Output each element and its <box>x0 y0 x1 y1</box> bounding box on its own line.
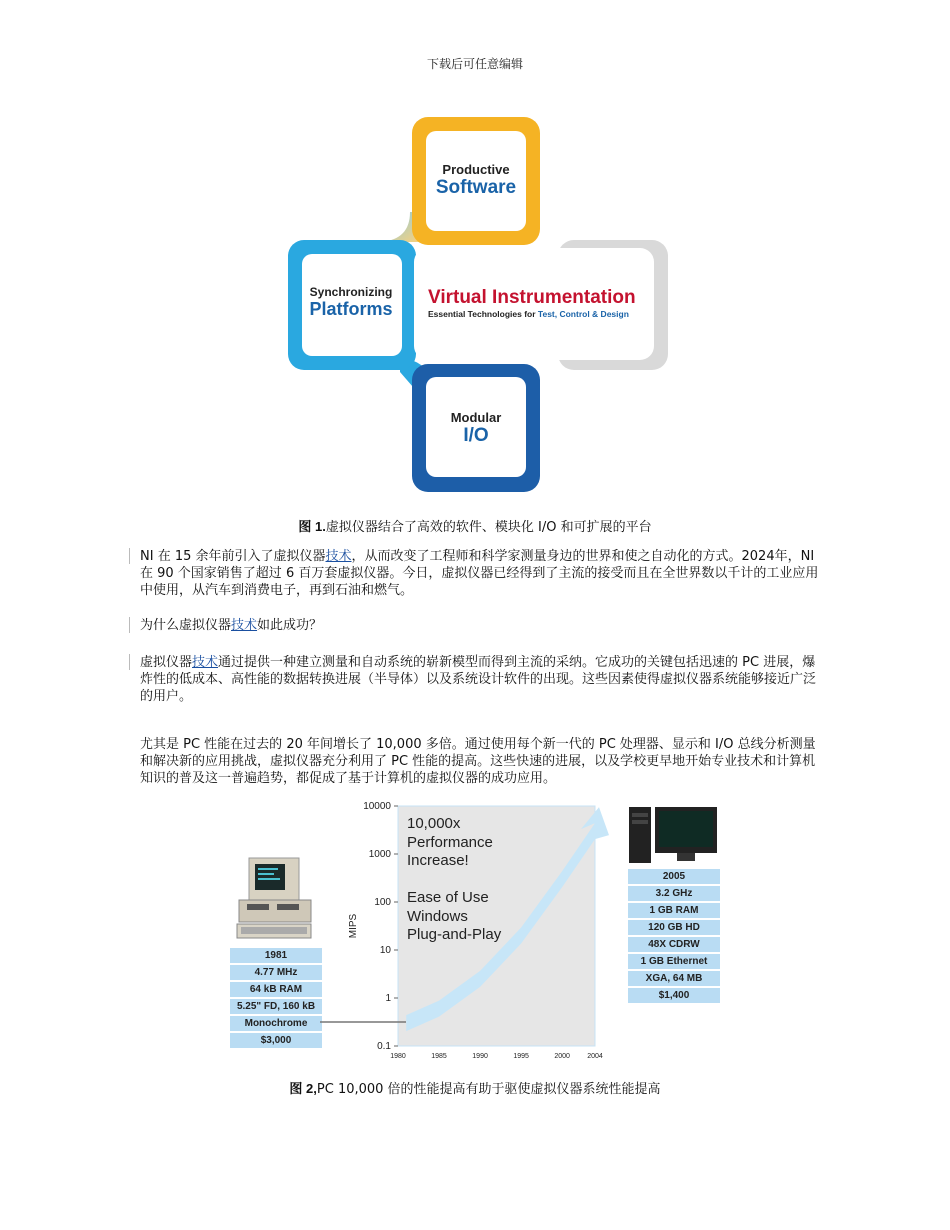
p1-text-a: NI 在 15 余年前引入了虚拟仪器 <box>140 549 326 564</box>
pc-2005-specs <box>628 869 720 1005</box>
figure1-caption-text: 虚拟仪器结合了高效的软件、模块化 I/O 和可扩展的平台 <box>325 520 652 535</box>
tile-io-line1: Modular <box>450 410 502 425</box>
p1-tech-link[interactable]: 技术 <box>325 549 352 564</box>
spec-row: 120 GB HD <box>628 920 720 935</box>
page-header: 下载后可任意编辑 <box>426 57 523 71</box>
paragraph-2 <box>140 617 820 634</box>
spec-row: 4.77 MHz <box>230 965 322 980</box>
figure1-caption-num: 图 1. <box>298 519 326 534</box>
spec-row: Monochrome <box>230 1016 322 1031</box>
annotation-line: Increase! <box>407 852 469 869</box>
figure2-caption-num: 图 2, <box>289 1081 317 1096</box>
y-tick-label: 10000 <box>363 801 391 812</box>
x-tick-label: 1980 <box>390 1053 406 1060</box>
paragraph-4: 尤其是 PC 性能在过去的 20 年间增长了 10,000 多倍。通过使用每个新一代的 PC 处理器、显示和 I/O 总线分析测量和解决新的应用挑战，虚拟仪器充分利用了 PC 性能的提高。这些快速的进展，以及学校更早地开始专业技术和计算机知识的普及这一普遍趋势，都促成了基于计算机的虚拟仪器的成功应用。 <box>140 737 816 786</box>
y-tick-label: 100 <box>374 897 391 908</box>
spec-row: $1,400 <box>628 988 720 1003</box>
spec-row: 1 GB Ethernet <box>628 954 720 969</box>
spec-row: 48X CDRW <box>628 937 720 952</box>
annotation-line: Windows <box>407 907 468 925</box>
p2-text-b: 如此成功？ <box>257 618 323 633</box>
p1-text-b: ，从而改变了工程师和科学家测量身边的世界和使之自动化的方式。2024年，NI 在 90 个国家销售了超过 6 百万套虚拟仪器。今日，虚拟仪器已经得到了主流的接受而且在全世界数以千计的工业应用中使用，从汽车到消费电子，再到石油和燃气。 <box>140 549 819 598</box>
annotation-line: Ease of Use <box>407 889 489 906</box>
figure1-caption <box>0 516 950 535</box>
tile-platforms-line1: Synchronizing <box>309 285 393 299</box>
x-tick-label: 1990 <box>472 1053 488 1060</box>
y-tick-label: 1 <box>385 993 391 1004</box>
x-tick-label: 2000 <box>554 1053 570 1060</box>
center-subtitle-a: Essential Technologies for <box>428 309 538 319</box>
y-tick-label: 1000 <box>368 849 391 860</box>
annotation-line: Plug-and-Play <box>407 926 502 943</box>
chart-annotation <box>407 815 501 945</box>
chart-ylabel: MIPS <box>348 913 359 939</box>
tile-platforms <box>301 285 401 320</box>
x-tick-label: 2004 <box>587 1053 603 1060</box>
p2-text-a: 为什么虚拟仪器 <box>140 618 232 633</box>
spec-row: $3,000 <box>230 1033 322 1048</box>
spec-row: 5.25" FD, 160 kB <box>230 999 322 1014</box>
annotation-line: Performance <box>407 833 493 851</box>
center-subtitle-b: Test, Control & Design <box>537 309 629 319</box>
revision-bar <box>129 617 130 633</box>
revision-bar <box>129 654 130 670</box>
spec-row: 2005 <box>628 869 720 884</box>
tile-io-line2: I/O <box>463 425 489 446</box>
paragraph-3 <box>140 654 820 705</box>
annotation-line <box>407 871 501 890</box>
x-tick-label: 1995 <box>513 1053 529 1060</box>
y-tick-label: 10 <box>379 945 391 956</box>
tile-software-line1: Productive <box>442 162 510 177</box>
pc-1981-pointer <box>320 1018 406 1026</box>
revision-bar <box>129 548 130 564</box>
center-brand <box>428 287 658 319</box>
tile-software-line2: Software <box>435 177 517 198</box>
pc-1981-image <box>233 856 323 946</box>
center-subtitle <box>428 309 658 319</box>
spec-row: 64 kB RAM <box>230 982 322 997</box>
tile-platforms-line2: Platforms <box>309 299 393 319</box>
p3-text-b: 通过提供一种建立测量和自动系统的崭新模型而得到主流的采纳。它成功的关键包括迅速的 PC 进展，爆炸性的低成本、高性能的数据转换进展（半导体）以及系统设计软件的出现。这些因素使得虚拟仪器系统能够接近广泛的用户。 <box>140 655 817 704</box>
p3-tech-link[interactable]: 技术 <box>192 655 219 670</box>
center-title: Virtual Instrumentation <box>428 287 636 308</box>
tile-io <box>426 410 526 447</box>
paragraph-1 <box>140 548 820 599</box>
pc-1981-specs <box>230 948 322 1050</box>
spec-row: 1 GB RAM <box>628 903 720 918</box>
p3-text-a: 虚拟仪器 <box>140 655 193 670</box>
spec-row: 3.2 GHz <box>628 886 720 901</box>
tile-software <box>426 162 526 199</box>
y-tick-label: 0.1 <box>377 1041 391 1052</box>
spec-row: XGA, 64 MB <box>628 971 720 986</box>
spec-row: 1981 <box>230 948 322 963</box>
p2-tech-link[interactable]: 技术 <box>231 618 258 633</box>
x-tick-label: 1985 <box>431 1053 447 1060</box>
pc-2005-image <box>627 805 719 865</box>
annotation-line: 10,000x <box>407 815 461 832</box>
figure2-caption <box>0 1078 950 1097</box>
figure2-caption-text: PC 10,000 倍的性能提高有助于驱使虚拟仪器系统性能提高 <box>316 1082 661 1097</box>
